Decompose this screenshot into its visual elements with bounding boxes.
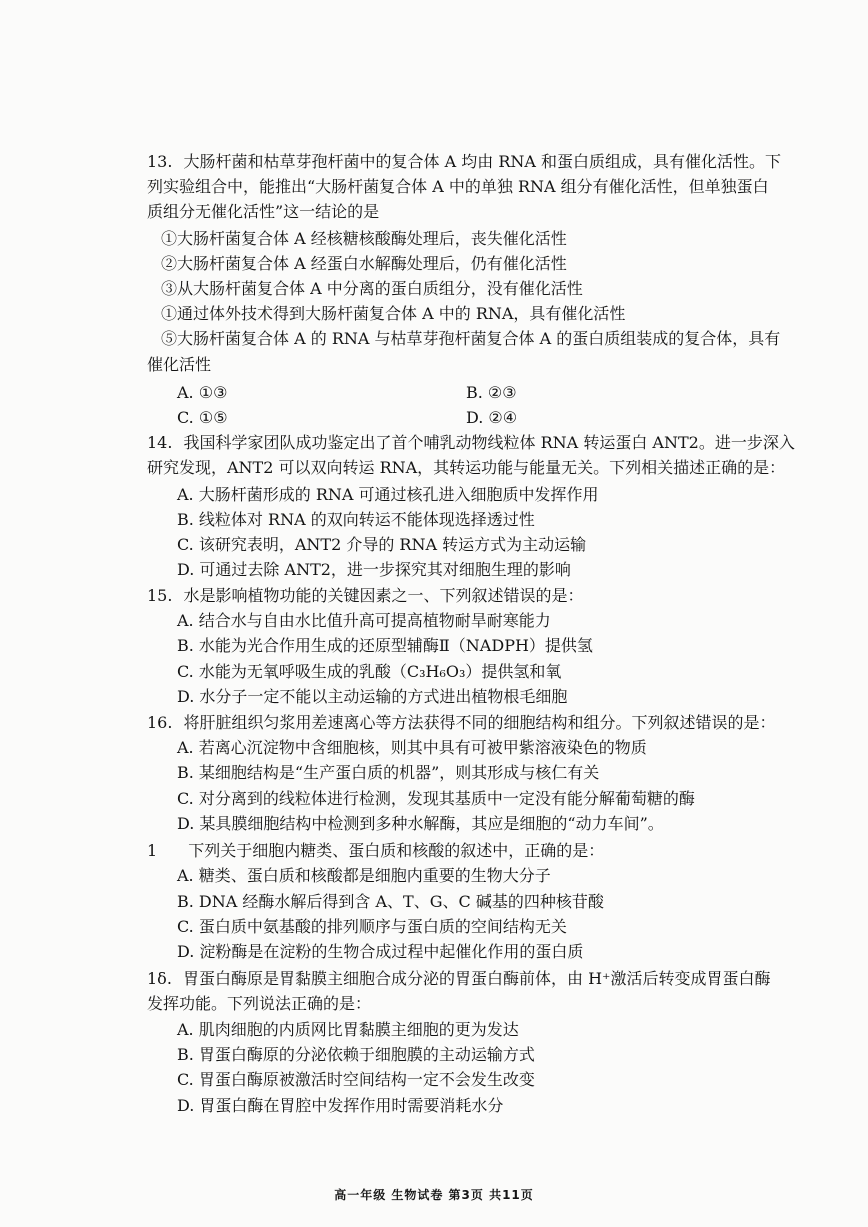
question-number: 1	[147, 841, 158, 860]
option-b: B. 水能为光合作用生成的还原型辅酶Ⅱ（NADPH）提供氢	[177, 636, 593, 655]
option-a: A. 若离心沉淀物中含细胞核，则其中具有可被甲紫溶液染色的物质	[177, 738, 647, 757]
statement-item: 催化活性	[147, 355, 212, 374]
statement-item: ②大肠杆菌复合体 A 经蛋白水解酶处理后，仍有催化活性	[161, 254, 567, 273]
option-b: B. 线粒体对 RNA 的双向转运不能体现选择透过性	[177, 510, 535, 529]
option-d: D. 可通过去除 ANT2，进一步探究其对细胞生理的影响	[177, 560, 571, 579]
option-b: B. DNA 经酶水解后得到含 A、T、G、C 碱基的四种核苷酸	[177, 892, 604, 911]
option-b: B. 胃蛋白酶原的分泌依赖于细胞膜的主动运输方式	[177, 1045, 535, 1064]
option-c: C. 胃蛋白酶原被激活时空间结构一定不会发生改变	[177, 1070, 535, 1089]
option-d: D. 胃蛋白酶在胃腔中发挥作用时需要消耗水分	[177, 1096, 504, 1115]
question-number: 15.	[147, 586, 173, 605]
option-d: D. 水分子一定不能以主动运输的方式进出植物根毛细胞	[177, 687, 568, 706]
statement-item: ①通过体外技术得到大肠杆菌复合体 A 中的 RNA，具有催化活性	[161, 304, 626, 323]
option-b: B. ②③	[466, 383, 517, 402]
statement-item: ③从大肠杆菌复合体 A 中分离的蛋白质组分，没有催化活性	[161, 279, 583, 298]
option-c: C. 对分离到的线粒体进行检测，发现其基质中一定没有能分解葡萄糖的酶	[177, 789, 695, 808]
statement-item: ⑤大肠杆菌复合体 A 的 RNA 与枯草芽孢杆菌复合体 A 的蛋白质组装成的复合体，具有	[161, 329, 781, 348]
option-c: C. 水能为无氧呼吸生成的乳酸（C₃H₆O₃）提供氢和氧	[177, 662, 562, 681]
option-b: B. 某细胞结构是“生产蛋白质的机器”，则其形成与核仁有关	[177, 763, 600, 782]
statement-item: ①大肠杆菌复合体 A 经核糖核酸酶处理后，丧失催化活性	[161, 229, 567, 248]
option-c: C. 蛋白质中氨基酸的排列顺序与蛋白质的空间结构无关	[177, 917, 567, 936]
option-a: A. 大肠杆菌形成的 RNA 可通过核孔进入细胞质中发挥作用	[177, 485, 599, 504]
question-stem-line: 将肝脏组织匀浆用差速离心等方法获得不同的细胞结构和组分。下列叙述错误的是：	[183, 713, 776, 732]
question-number: 13.	[147, 152, 173, 171]
option-d: D. 淀粉酶是在淀粉的生物合成过程中起催化作用的蛋白质	[177, 942, 584, 961]
option-c: C. 该研究表明，ANT2 介导的 RNA 转运方式为主动运输	[177, 535, 587, 554]
question-number: 16.	[147, 713, 173, 732]
option-d: D. 某具膜细胞结构中检测到多种水解酶，其应是细胞的“动力车间”。	[177, 814, 664, 833]
question-stem-line: 发挥功能。下列说法正确的是：	[147, 994, 372, 1013]
option-a: A. 结合水与自由水比值升高可提高植物耐旱耐寒能力	[177, 611, 551, 630]
option-a: A. 糖类、蛋白质和核酸都是细胞内重要的生物大分子	[177, 866, 551, 885]
question-stem-line: 下列关于细胞内糖类、蛋白质和核酸的叙述中，正确的是：	[188, 841, 605, 860]
option-d: D. ②④	[466, 408, 518, 427]
question-stem-line: 大肠杆菌和枯草芽孢杆菌中的复合体 A 均由 RNA 和蛋白质组成，具有催化活性。下	[183, 152, 782, 171]
question-stem-line: 我国科学家团队成功鉴定出了首个哺乳动物线粒体 RNA 转运蛋白 ANT2。进一步深入	[183, 433, 795, 452]
option-c: C. ①⑤	[177, 408, 228, 427]
question-number: 14.	[147, 433, 173, 452]
question-stem-line: 质组分无催化活性”这一结论的是	[147, 202, 380, 221]
question-stem-line: 胃蛋白酶原是胃黏膜主细胞合成分泌的胃蛋白酶前体，由 H⁺激活后转变成胃蛋白酶	[183, 969, 771, 988]
question-number: 1δ.	[147, 969, 172, 988]
option-a: A. ①③	[177, 383, 228, 402]
question-stem-line: 水是影响植物功能的关键因素之一、下列叙述错误的是：	[183, 586, 584, 605]
question-stem-line: 列实验组合中，能推出“大肠杆菌复合体 A 中的单独 RNA 组分有催化活性，但单独蛋白	[147, 177, 769, 196]
question-stem-line: 研究发现，ANT2 可以双向转运 RNA，其转运功能与能量无关。下列相关描述正确的是：	[147, 458, 786, 477]
option-a: A. 肌肉细胞的内质网比胃黏膜主细胞的更为发达	[177, 1020, 519, 1039]
page-footer: 高一年级 生物试卷 第3页 共11页	[334, 1188, 534, 1202]
